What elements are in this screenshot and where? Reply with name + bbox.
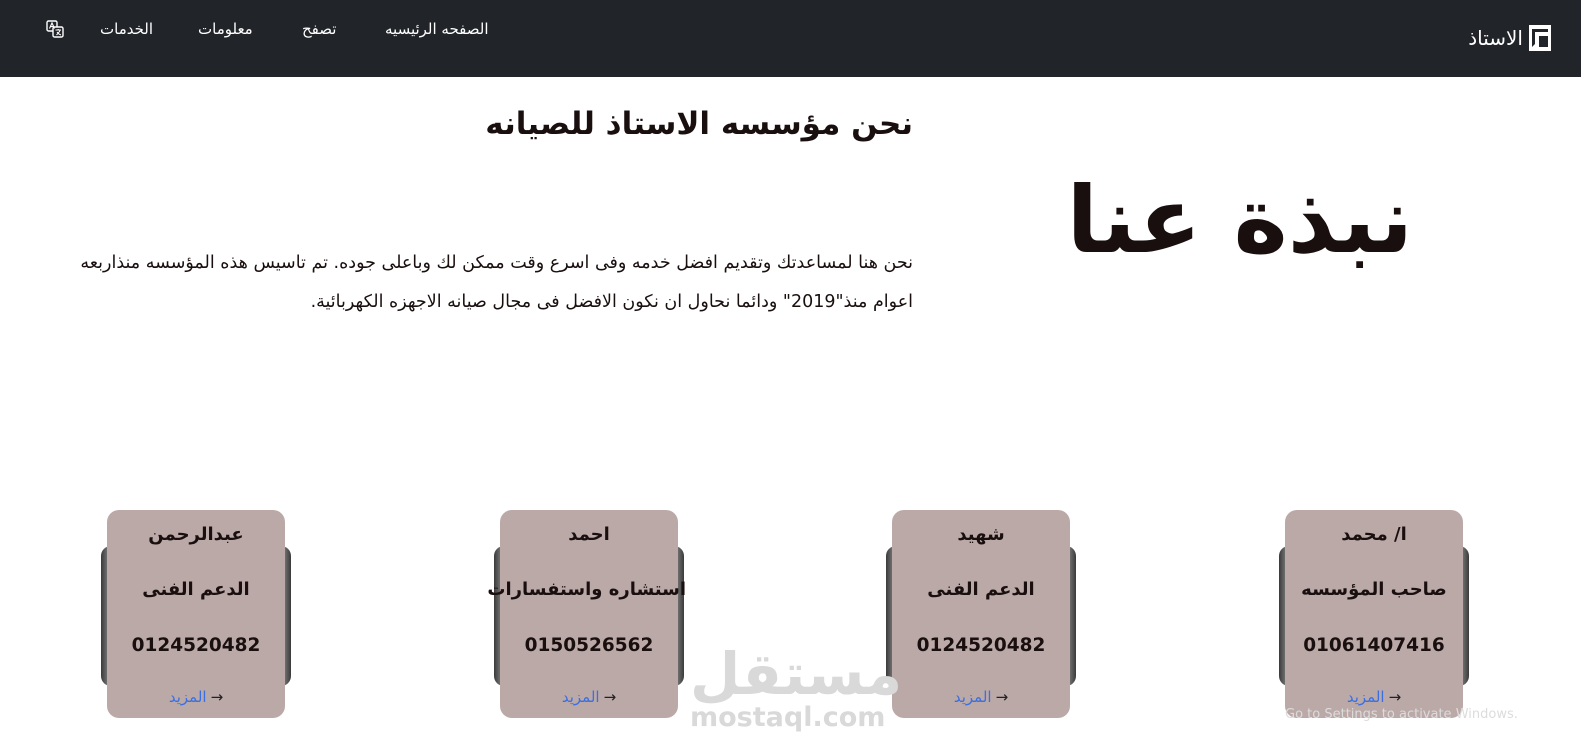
card-role: الدعم الفنى — [927, 579, 1035, 600]
card-phone: 01061407416 — [1303, 635, 1445, 656]
navbar — [0, 0, 1581, 77]
translate-icon[interactable] — [46, 20, 64, 38]
watermark-latin: mostaql.com — [690, 702, 886, 733]
card-body — [1285, 510, 1463, 718]
card-body — [487, 510, 686, 718]
about-headline: نحن مؤسسه الاستاذ للصيانه — [485, 106, 913, 142]
card-name: ا/ محمد — [1341, 524, 1407, 545]
team-card-support-1 — [892, 510, 1082, 718]
card-phone: 0124520482 — [131, 635, 261, 656]
card-role: استشاره واستفسارات — [487, 579, 686, 600]
nav-link-services[interactable]: الخدمات — [100, 20, 154, 38]
card-name: شهيد — [957, 524, 1005, 545]
card-phone: 0150526562 — [524, 635, 654, 656]
card-more[interactable] — [500, 688, 678, 706]
more-link[interactable]: المزيد — [561, 688, 600, 706]
card-more[interactable] — [107, 688, 285, 706]
more-link[interactable]: المزيد — [953, 688, 992, 706]
arrow-right-icon: → — [210, 688, 224, 706]
more-link[interactable]: المزيد — [168, 688, 207, 706]
team-card-owner — [1285, 510, 1475, 718]
arrow-right-icon: → — [1388, 688, 1402, 706]
card-role: صاحب المؤسسه — [1301, 579, 1447, 600]
card-role: الدعم الفنى — [142, 579, 250, 600]
about-title: نبذة عنا — [1066, 167, 1413, 274]
team-card-support-2 — [107, 510, 297, 718]
arrow-right-icon: → — [603, 688, 617, 706]
watermark-arabic: مستقل — [690, 640, 903, 708]
about-paragraph: نحن هنا لمساعدتك وتقديم افضل خدمه وفى اسرع وقت ممكن لك وباعلى جوده. تم تاسيس هذه المؤسسه منذاربعه اعوام منذ"2019" ودائما نحاول ان نكون الافضل فى مجال صيانه الاجهزه الكهربائية. — [80, 253, 913, 312]
nav-link-home[interactable]: الصفحه الرئيسيه — [385, 20, 489, 38]
card-more[interactable] — [1285, 688, 1463, 706]
card-body — [892, 510, 1070, 718]
brand-logo-icon — [1529, 25, 1551, 51]
card-name: عبدالرحمن — [148, 524, 244, 545]
nav-link-info[interactable]: معلومات — [198, 20, 253, 38]
card-name: احمد — [568, 524, 610, 545]
nav-link-browse[interactable]: تصفح — [302, 20, 337, 38]
card-more[interactable] — [892, 688, 1070, 706]
card-body — [107, 510, 285, 718]
more-link[interactable]: المزيد — [1346, 688, 1385, 706]
mostaql-watermark — [690, 640, 903, 735]
windows-activation-notice: Go to Settings to activate Windows. — [1285, 707, 1518, 722]
team-card-consulting — [487, 510, 690, 718]
card-phone: 0124520482 — [916, 635, 1046, 656]
brand-link[interactable] — [1468, 23, 1551, 53]
arrow-right-icon: → — [995, 688, 1009, 706]
brand-name: الاستاذ — [1468, 26, 1523, 50]
